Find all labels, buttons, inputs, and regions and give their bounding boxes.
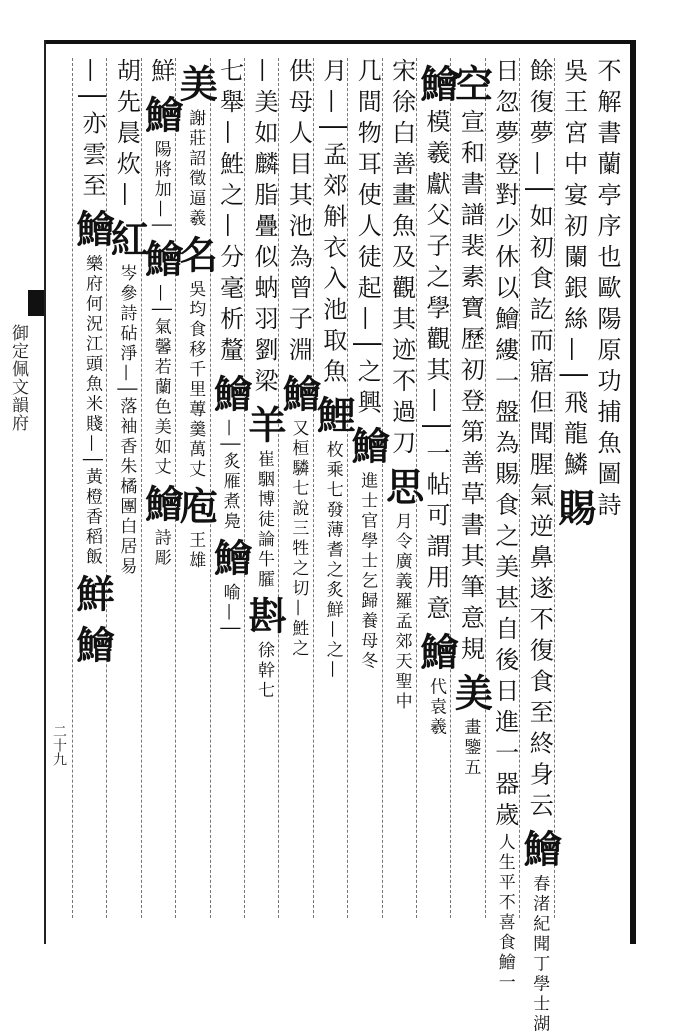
citation-text: 樂府何況江頭魚米賤—│黃橙香稻飯 (82, 254, 102, 568)
text-column (485, 58, 524, 993)
entry-heading: 鮮 (70, 573, 115, 615)
page-border-left (44, 40, 46, 944)
entry-heading: 空 (448, 64, 494, 105)
text-column (310, 58, 356, 918)
entry-heading: 鱠 (414, 632, 459, 674)
citation-text: 代袁羲 (426, 677, 446, 738)
body-text: 鮮 (146, 58, 175, 89)
body-text: 月—│孟郊斛衣入池取魚 (318, 58, 347, 390)
body-text: 胡先晨炊— (112, 58, 141, 213)
entry-heading: 鱠 (517, 829, 563, 871)
entry-heading: 鱠 (414, 64, 459, 105)
entry-heading: 鱠 (345, 426, 391, 468)
text-column (242, 58, 287, 918)
body-text: 日忽夢登對少休以鱠縷一盤為賜食之美甚自後日進一器歲 (490, 58, 519, 833)
entry-heading: 鱠 (138, 239, 184, 281)
page-border-right (630, 40, 636, 944)
entry-heading: 鱠 (207, 374, 253, 415)
entry-heading: 名 (173, 235, 219, 276)
page-border-top (44, 40, 636, 44)
entry-heading: 鱠 (207, 538, 253, 580)
citation-text: 月令廣義羅孟郊天聖中 (391, 512, 412, 712)
citation-text: 吳均食移千里蓴羹萬丈 (185, 280, 206, 480)
text-column (70, 58, 115, 918)
entry-heading: 鯉 (310, 395, 356, 437)
citation-text: —│氣馨若蘭色美如丈 (150, 284, 171, 478)
book-fold-margin (0, 290, 44, 510)
body-text: 模羲獻父子之學觀其—│一帖可謂用意 (422, 109, 450, 627)
entry-heading: 鱠 (70, 209, 115, 251)
body-text: 几間物耳使人徒起—│之興 (353, 58, 382, 421)
citation-text: 春渚紀聞丁學士湖 (529, 874, 550, 1034)
citation-text: 又桓驎七說三牲之切—鮏之 (288, 419, 309, 659)
body-text: 吳王宮中宴初闌銀絲—│飛龍鱗 (559, 58, 588, 483)
body-text: —美如麟脂疊似蚋羽劉梁 (250, 58, 278, 399)
entry-heading: 鱠 (276, 374, 322, 415)
entry-heading: 美 (173, 64, 219, 105)
body-text: 宣和書譜裴素寶歷初登第善草書其筆意規 (456, 109, 485, 667)
citation-text: 畫鑒五 (460, 718, 481, 778)
citation-text: 徐幹七 (254, 641, 274, 701)
citation-text: 進士官學士乞歸養母冬 (357, 471, 378, 672)
body-text: —│亦雲至 (78, 58, 106, 204)
entry-heading: 鱠 (138, 95, 184, 136)
citation-text: 謝莊詔徵逼羲 (185, 109, 206, 229)
entry-heading: 斟 (242, 596, 287, 637)
fold-book-title: 御定佩文韻府 (8, 324, 28, 432)
text-column (551, 58, 597, 918)
body-text: 七舉—鮏之—分毫析釐 (215, 58, 244, 368)
text-column (276, 58, 322, 918)
text-column (345, 58, 391, 918)
fold-fishtail-mark (28, 290, 44, 316)
citation-text: 喻—│ (219, 583, 240, 637)
body-text: 宋徐白善畫魚及觀其迹不過刀 (387, 58, 416, 461)
body-text: 不解書蘭亭序也歐陽原功捕魚圖詩 (593, 58, 621, 523)
page-number: 二十九 (51, 724, 67, 766)
text-column (517, 58, 563, 1034)
entry-heading: 賜 (551, 488, 597, 530)
citation-text: 王雄 (185, 531, 206, 571)
entry-heading: 紅 (104, 219, 150, 260)
citation-text: 枚乘七發薄耆之炙鮮—之— (322, 440, 343, 681)
citation-text: 崔駰博徒論牛臛 (254, 450, 274, 590)
text-column (448, 58, 494, 918)
text-column (104, 58, 150, 918)
entry-heading: 羊 (242, 405, 287, 446)
entry-heading: 思 (379, 467, 425, 508)
citation-text: —│炙雁煮鳧 (219, 419, 240, 533)
text-column (138, 58, 184, 918)
entry-heading: 美 (448, 673, 494, 714)
entry-heading: 鱠 (138, 483, 184, 525)
entry-heading: 庖 (173, 486, 219, 527)
citation-text: 詩彫 (150, 528, 171, 569)
body-text: 供母人目其池為曾子淵 (284, 58, 313, 368)
body-text: 餘復夢—│如初食訖而寤但聞腥氣逆鼻遂不復食至終身云 (525, 58, 554, 824)
citation-text: 人生平不喜食鱠一 (494, 833, 515, 993)
entry-heading: 鱠 (70, 624, 115, 666)
citation-text: 岑參詩砧淨—│落袖香朱橘團白居易 (116, 264, 137, 578)
text-column (379, 58, 425, 918)
citation-text: 陽將加—│ (150, 140, 171, 234)
